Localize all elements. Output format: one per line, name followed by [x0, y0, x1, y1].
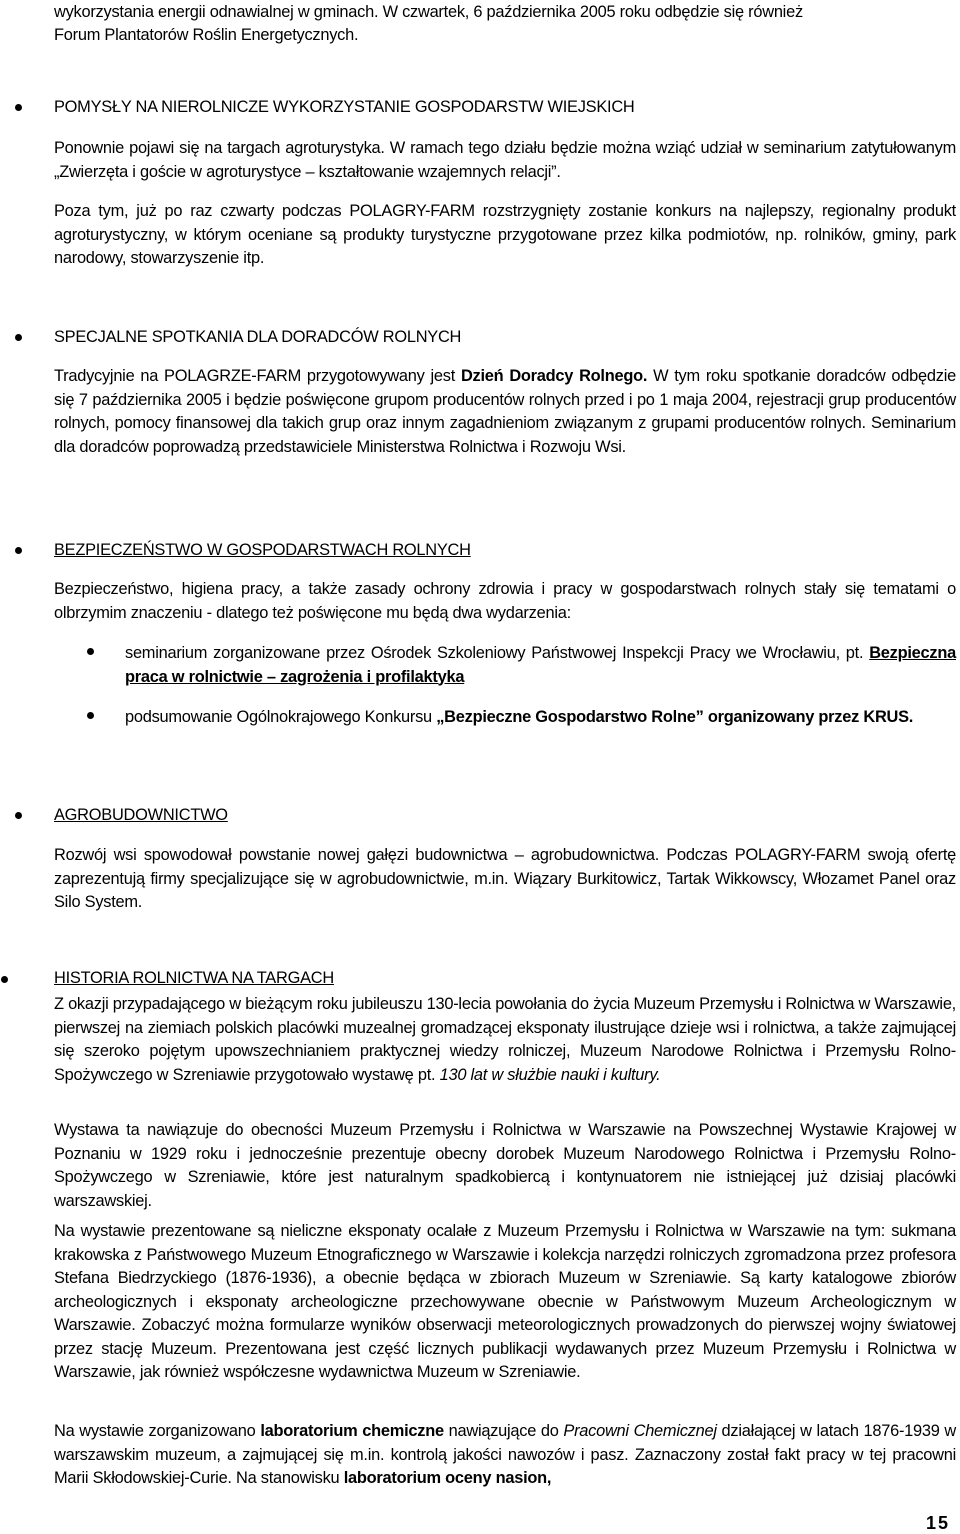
bullet-icon: [87, 712, 94, 719]
section-paragraph: Tradycyjnie na POLAGRZE-FARM przygotowywany jest Dzień Doradcy Rolnego. W tym roku spotkanie doradców odbędzie się 7 października 2005 i będzie poświęcone grupom producentów rolnych przed i po 1 maja 2004, rejestracji grup producentów rolnych, pomocy finansowej dla takich grup oraz innym zagadnieniom związanym z grupami producentów rolnych. Seminarium dla doradców poprowadzą przedstawiciele Ministerstwa Rolnictwa i Rozwoju Wsi.: [54, 367, 956, 456]
section-paragraph: Rozwój wsi spowodował powstanie nowej gałęzi budownictwa – agrobudownictwa. Podczas POLAGRY-FARM swoją ofertę zaprezentują firmy specjalizujące się w agrobudownictwie, m.in. Wiązary Burkitowicz, Tartak Wikkowscy, Włozamet Panel oraz Silo System.: [54, 846, 956, 911]
bullet-icon: [1, 976, 8, 983]
emphasis-text: 130 lat w służbie nauki i kultury.: [439, 1065, 661, 1084]
emphasis-text: Dzień Doradcy Rolnego.: [460, 367, 648, 385]
section-heading-historia: HISTORIA ROLNICTWA NA TARGACH: [54, 969, 334, 987]
intro-line-2: Forum Plantatorów Roślin Energetycznych.: [54, 26, 359, 44]
list-item: seminarium zorganizowane przez Ośrodek Szkoleniowy Państwowej Inspekcji Pracy we Wrocławiu, pt. Bezpieczna praca w rolnictwie – zagrożenia i profilaktyka: [125, 644, 956, 686]
emphasis-text: Pracowni Chemicznej: [563, 1422, 717, 1440]
bullet-icon: [15, 812, 22, 819]
list-item: podsumowanie Ogólnokrajowego Konkursu „Bezpieczne Gospodarstwo Rolne” organizowany przez KRUS.: [125, 708, 914, 726]
section-paragraph: Ponownie pojawi się na targach agroturystyka. W ramach tego działu będzie można wziąć udział w seminarium zatytułowanym „Zwierzęta i goście w agroturystyce – kształtowanie wzajemnych relacji”.: [54, 139, 956, 181]
section-heading-bezpieczenstwo: BEZPIECZEŃSTWO W GOSPODARSTWACH ROLNYCH: [54, 541, 471, 559]
section-paragraph: Poza tym, już po raz czwarty podczas POLAGRY-FARM rozstrzygnięty zostanie konkurs na najlepszy, regionalny produkt agroturystyczny, w którym oceniane są produkty turystyczne przygotowane przez kilka podmiotów, np. rolników, gminy, park narodowy, stowarzyszenie itp.: [54, 202, 956, 267]
section-heading-specjalne: SPECJALNE SPOTKANIA DLA DORADCÓW ROLNYCH: [54, 328, 462, 346]
emphasis-text: laboratorium chemiczne: [260, 1422, 444, 1440]
bullet-icon: [87, 648, 94, 655]
intro-line-1: wykorzystania energii odnawialnej w gminach. W czwartek, 6 października 2005 roku odbędzie się również: [54, 3, 803, 21]
section-paragraph: Wystawa ta nawiązuje do obecności Muzeum Przemysłu i Rolnictwa w Warszawie na Powszechnej Wystawie Krajowej w Poznaniu w 1929 roku i jednocześnie prezentuje obecny dorobek Muzeum Narodowego Rolnictwa i Przemysłu Rolno-Spożywczego w Szreniawie, które jest naturalnym spadkobiercą i kontynuatorem nie istniejącej już dzisiaj placówki warszawskiej.: [54, 1121, 956, 1210]
section-paragraph: Na wystawie prezentowane są nieliczne eksponaty ocalałe z Muzeum Przemysłu i Rolnictwa w Warszawie na tym: sukmana krakowska z Państwowego Muzeum Etnograficznego w Warszawie i kolekcja narzędzi rolniczych zgromadzona przez profesora Stefana Biedrzyckiego (1876-1936), a obecnie będąca w zbiorach Muzeum w Szreniawie. Są karty katalogowe zbiorów archeologicznych i eksponaty archeologiczne przechowywane obecnie w Państwowym Muzeum Archeologicznym w Warszawie. Zobaczyć można formularze wyników obserwacji meteorologicznych prowadzonych do pierwszej wojny światowej przez stację Muzeum. Prezentowana jest część licznych publikacji wydawanych przez Muzeum Przemysłu i Rolnictwa w Warszawie, jak również współczesne wydawnictwa Muzeum w Szreniawie.: [54, 1222, 956, 1381]
bullet-icon: [15, 104, 22, 111]
bullet-icon: [15, 547, 22, 554]
emphasis-text: „Bezpieczne Gospodarstwo Rolne” organizowany przez KRUS.: [436, 708, 914, 726]
emphasis-text: laboratorium oceny nasion,: [343, 1469, 552, 1487]
section-heading-pomysly: POMYSŁY NA NIEROLNICZE WYKORZYSTANIE GOSPODARSTW WIEJSKICH: [54, 98, 635, 116]
section-paragraph: Z okazji przypadającego w bieżącym roku jubileuszu 130-lecia powołania do życia Muzeum Przemysłu i Rolnictwa w Warszawie, pierwszej na ziemiach polskich placówki muzealnej gromadzącej eksponaty ilustrujące dzieje wsi i rolnictwa, a także zajmującej się szeroko pojętym upowszechnianiem praktycznej wiedzy rolniczej, Muzeum Narodowe Rolnictwa i Przemysłu Rolno-Spożywczego w Szreniawie przygotowało wystawę pt. 130 lat w służbie nauki i kultury.: [54, 995, 956, 1084]
page-number: 15: [925, 1513, 950, 1533]
section-heading-agrobudownictwo: AGROBUDOWNICTWO: [54, 806, 228, 824]
emphasis-text: Bezpieczna praca w rolnictwie – zagrożenia i profilaktyka: [125, 644, 956, 686]
bullet-icon: [15, 334, 22, 341]
section-paragraph: Na wystawie zorganizowano laboratorium chemiczne nawiązujące do Pracowni Chemicznej działającej w latach 1876-1939 w warszawskim muzeum, a zajmującej się m.in. kontrolą jakości nawozów i pasz. Zaznaczony został fakt pracy w tej pracowni Marii Skłodowskiej-Curie. Na stanowisku laboratorium oceny nasion,: [54, 1422, 956, 1487]
section-paragraph: Bezpieczeństwo, higiena pracy, a także zasady ochrony zdrowia i pracy w gospodarstwach rolnych stały się tematami o olbrzymim znaczeniu - dlatego też poświęcone mu będą dwa wydarzenia:: [54, 580, 956, 622]
